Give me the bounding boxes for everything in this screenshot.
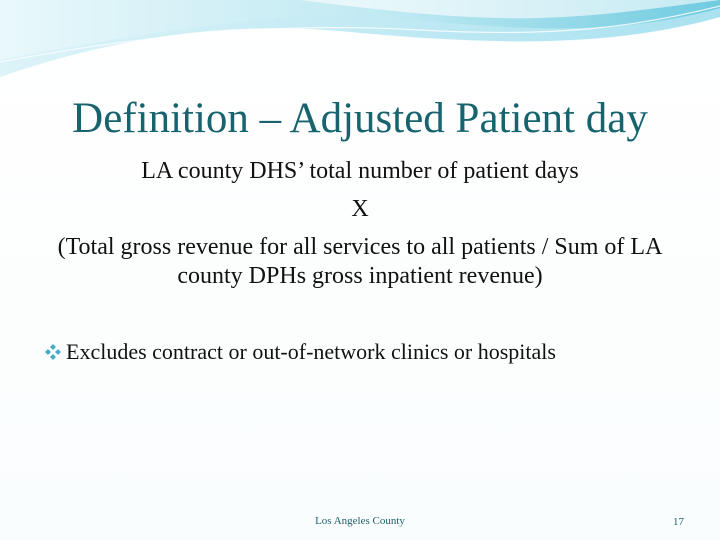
wave-header-decoration bbox=[0, 0, 720, 90]
patient-days-line: LA county DHS’ total number of patient days bbox=[141, 158, 579, 184]
slide-title: Definition – Adjusted Patient day bbox=[72, 95, 648, 142]
revenue-ratio-line: (Total gross revenue for all services to all patients / Sum of LA county DPHs gross inpatient revenue) bbox=[57, 234, 663, 289]
bullet-item bbox=[44, 337, 556, 367]
bullet-text: Excludes contract or out-of-network clinics or hospitals bbox=[66, 339, 556, 364]
diamond-bullet-icon bbox=[44, 343, 62, 361]
multiply-symbol: X bbox=[351, 196, 369, 222]
page-number: 17 bbox=[673, 516, 684, 528]
footer-text: Los Angeles County bbox=[315, 515, 405, 527]
